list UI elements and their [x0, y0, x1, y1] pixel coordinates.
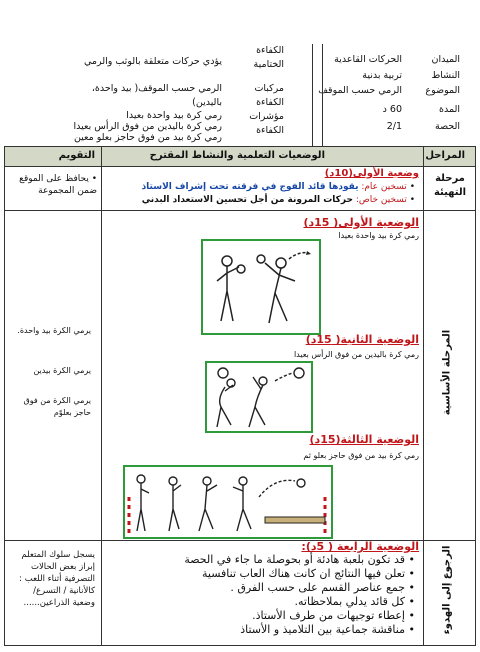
situation-3-caption: رمي كرة بيد من فوق حاجز بعلو ثم: [303, 451, 419, 460]
throw-one-hand-icon: [203, 241, 319, 333]
main-eval-3: يرمي الكرة من فوق حاجز بعلوّم: [23, 396, 91, 417]
activity-label: النشاط: [431, 70, 460, 81]
competence-label: مركبات الكفاءة: [254, 83, 284, 108]
lesson-table: [4, 146, 476, 646]
lesson-header: [0, 0, 480, 147]
session-value: 2/1: [386, 121, 402, 132]
duration-label: المدة: [439, 104, 460, 115]
situation-2-title: الوضعية الثانية( 15د): [305, 333, 419, 346]
return-bullet-2: • تعلن فيها النتائج ان كانت هناك العاب تنافسية: [202, 567, 415, 580]
indicators-label: مؤشرات الكفاءة: [249, 111, 284, 136]
topic-label: الموضوع: [425, 85, 460, 96]
indicator-1: رمي كرة بيد واحدة بعيدا: [126, 110, 222, 121]
main-eval-2: يرمي الكرة بيدين: [33, 366, 91, 375]
indicator-3: رمي كرة بيد من فوق حاجز بعلو معين: [73, 132, 222, 143]
competence-value: الرمي حسب الموقف( بيد واحدة، باليدين): [91, 83, 222, 108]
situation-1-caption: رمي كرة بيد واحدة بعيدا: [338, 231, 419, 240]
header-situations: الوضعيات التعلمية والنشاط المقترح: [149, 150, 325, 161]
table-header: [5, 147, 475, 167]
throw-over-barrier-icon: [125, 467, 331, 537]
phase-warmup: مرحلة التهيئة: [433, 173, 467, 198]
return-bullet-4: • كل قائد يدلي بملاحظاته.: [294, 595, 415, 608]
return-title: الوضعية الرابعة ( 5د):: [301, 540, 419, 553]
situation-3-title: الوضعية الثالثة(15د): [309, 433, 419, 446]
indicator-2: رمي كرة باليدين من فوق الرأس بعيدا: [73, 121, 222, 132]
header-evaluation: التقويم: [58, 150, 95, 161]
return-bullet-3: • جمع عناصر القسم على حسب الفرق .: [230, 581, 415, 594]
situation-2-illustration: [205, 361, 313, 433]
situation-1-illustration: [201, 239, 321, 335]
session-label: الحصة: [435, 121, 460, 132]
return-bullet-5: • إعطاء توجيهات من طرف الأستاذ.: [252, 609, 415, 622]
final-competence-label: الكفاءة الختامية: [253, 45, 284, 70]
phase-return: الرجوع إلى الهدوء: [441, 545, 453, 635]
throw-two-hands-icon: [207, 363, 311, 431]
warmup-eval: • يحافظ على الموقع ضمن المجموعة: [19, 174, 97, 196]
return-bullets: [184, 553, 415, 637]
situation-3-illustration: [123, 465, 333, 539]
return-bullet-1: • قد تكون بلعبة هادئة أو بحوصلة ما جاء في الحصة: [184, 553, 415, 566]
domain-label: الميدان: [431, 54, 460, 65]
final-competence-value: يؤدي حركات متعلقة بالوثب والرمي: [83, 56, 222, 67]
return-eval: يسجل سلوك المتعلم إبراز بعض الحالات التصرفية أثناء اللعب : كالأنانية / التسرع/ وضعية الذراعين......: [19, 550, 95, 608]
main-eval-1: يرمي الكرة بيد واحدة.: [17, 326, 91, 335]
warmup-title: وضعية الأولى(10د): [324, 168, 419, 179]
phase-main: المرحلة الأساسية: [441, 329, 453, 416]
domain-value: الحركات القاعدية: [334, 54, 402, 65]
situation-1-title: الوضعية الأولى( 15د): [303, 216, 419, 229]
topic-value: الرمي حسب الموقف: [318, 85, 402, 96]
return-bullet-6: • مناقشة جماعية بين التلاميذ و الأستاذ: [240, 623, 415, 636]
warmup-bullet-2: • تسخين خاص: حركات المرونة من أجل تحسين الاستعداد البدني: [141, 195, 415, 205]
activity-value: تربية بدنية: [362, 70, 402, 81]
duration-value: 60 د: [382, 104, 402, 115]
situation-2-caption: رمي كرة باليدين من فوق الرأس بعيدا: [293, 350, 419, 359]
header-phases: المراحل: [425, 150, 465, 161]
warmup-bullet-1: • تسخين عام: يقودها قائد الفوج في فرقته تحت إشراف الاستاذ: [141, 182, 415, 192]
